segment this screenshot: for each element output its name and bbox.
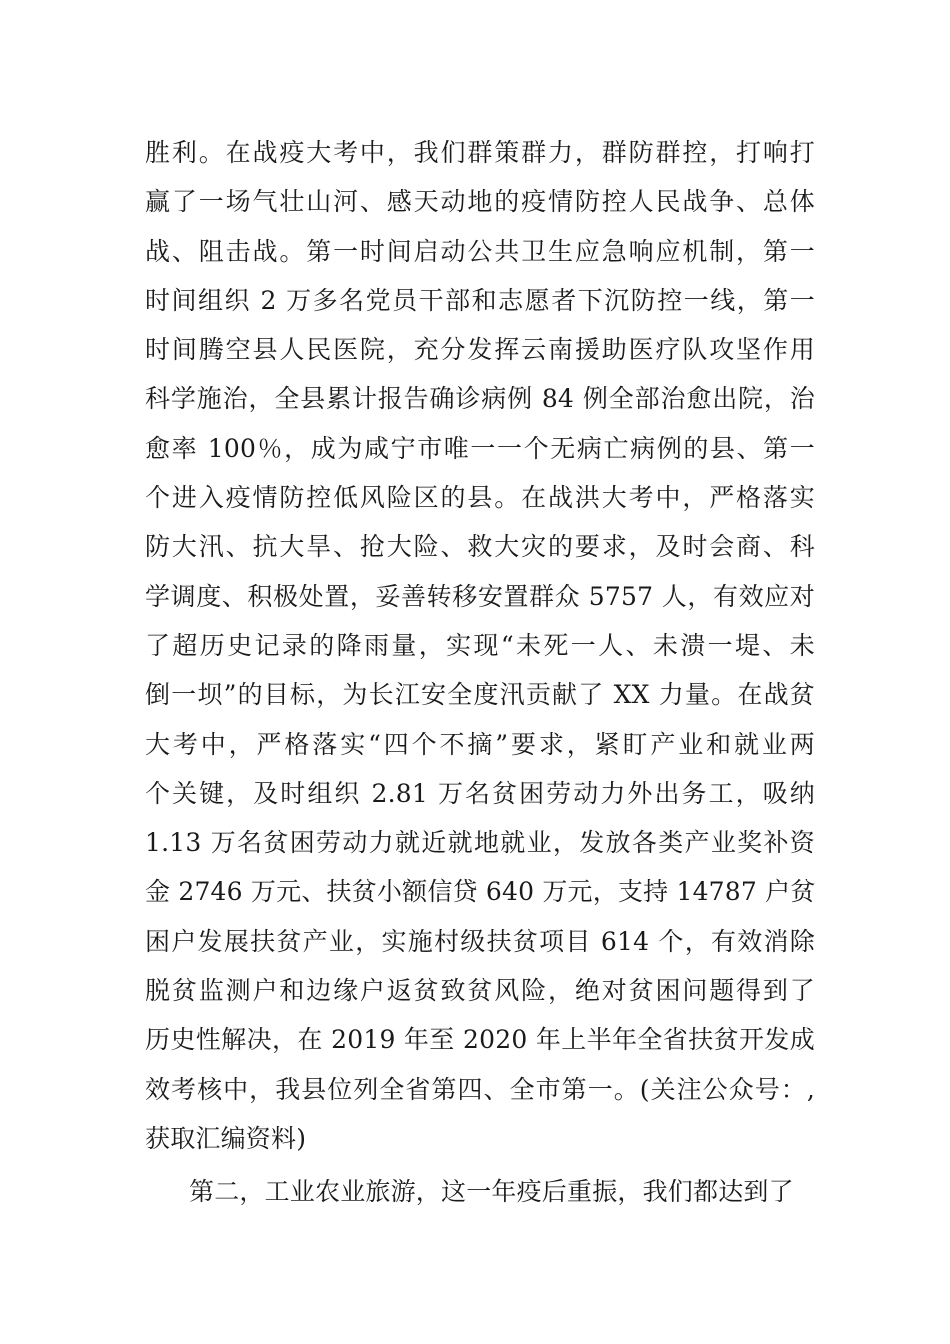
text-line: 愈率 100％，成为咸宁市唯一一个无病亡病例的县、第一 [145,433,815,463]
text-line: 获取汇编资料) [145,1123,307,1153]
text-line: 困户发展扶贫产业，实施村级扶贫项目 614 个，有效消除 [145,926,815,956]
text-line: 时间腾空县人民医院，充分发挥云南援助医疗队攻坚作用 [145,335,815,365]
text-line: 学调度、积极处置，妥善转移安置群众 5757 人，有效应对 [145,581,815,611]
text-line: 大考中，严格落实“四个不摘”要求，紧盯产业和就业两 [145,729,815,759]
text-line: 历史性解决，在 2019 年至 2020 年上半年全省扶贫开发成 [145,1025,815,1055]
text-line: 科学施治，全县累计报告确诊病例 84 例全部治愈出院，治 [145,384,815,414]
document-body [145,128,815,1217]
text-line: 个进入疫情防控低风险区的县。在战洪大考中，严格落实 [145,483,815,513]
text-line: 胜利。在战疫大考中，我们群策群力，群防群控，打响打 [145,138,815,167]
text-line: 防大汛、抗大旱、抢大险、救大灾的要求，及时会商、科 [145,532,815,562]
text-line: 时间组织 2 万多名党员干部和志愿者下沉防控一线，第一 [145,285,815,315]
text-line: 金 2746 万元、扶贫小额信贷 640 万元，支持 14787 户贫 [145,877,816,907]
text-line: 第二，工业农业旅游，这一年疫后重振，我们都达到了 [189,1177,794,1207]
text-line: 效考核中，我县位列全省第四、全市第一。(关注公众号：, [145,1074,815,1104]
text-line: 赢了一场气壮山河、感天动地的疫情防控人民战争、总体 [145,187,815,217]
text-line: 战、阻击战。第一时间启动公共卫生应急响应机制，第一 [145,236,815,266]
text-line: 了超历史记录的降雨量，实现“未死一人、未溃一堤、未 [145,630,815,660]
paragraph-1 [145,128,815,1163]
text-line: 1.13 万名贫困劳动力就近就地就业，发放各类产业奖补资 [145,828,815,858]
text-line: 个关键，及时组织 2.81 万名贫困劳动力外出务工，吸纳 [145,778,815,808]
paragraph-2 [145,1167,815,1216]
text-line: 倒一坝”的目标，为长江安全度汛贡献了 XX 力量。在战贫 [145,680,815,710]
text-line: 脱贫监测户和边缘户返贫致贫风险，绝对贫困问题得到了 [145,976,815,1006]
